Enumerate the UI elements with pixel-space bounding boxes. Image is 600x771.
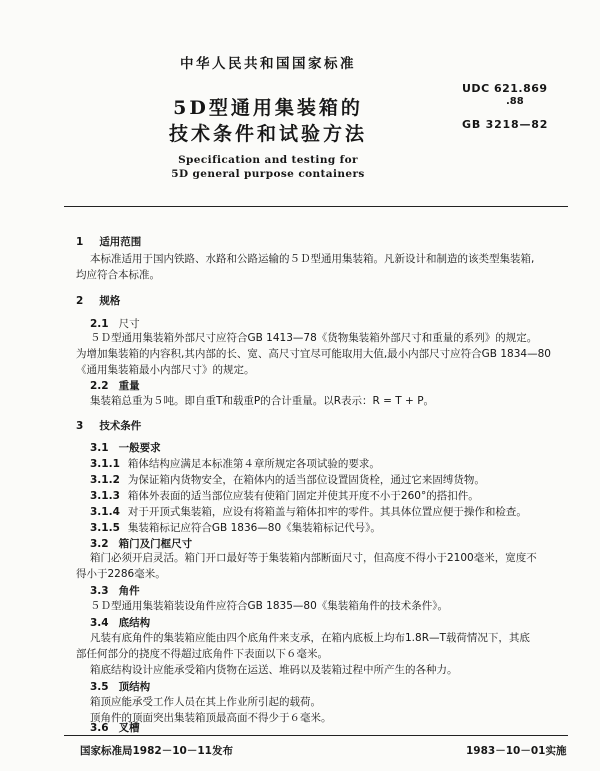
section-number: 1 — [76, 236, 84, 248]
s1-paragraph-line-1: 本标准适用于国内铁路、水路和公路运输的５Ｄ型通用集装箱。凡新设计和制造的该类型集装箱, — [90, 253, 535, 265]
clause-number: 3.1.3 — [90, 490, 120, 502]
clause-title: 底结构 — [118, 617, 151, 629]
udc-subcode: .88 — [506, 96, 524, 107]
udc-code: UDC 621.869 — [462, 82, 548, 95]
s3-2-line-2: 得小于2286毫米。 — [76, 568, 166, 580]
s3-5-line-2: 顶角件的顶面突出集装箱顶最高面不得少于６毫米。 — [90, 712, 332, 724]
title-line-1: 5D型通用集装箱的 — [173, 97, 363, 119]
s3-5-line-1: 箱顶应能承受工作人员在其上作业所引起的载荷。 — [90, 696, 321, 708]
section-2-heading — [76, 293, 120, 308]
clause-text: 箱体结构应满足本标准第４章所规定各项试验的要求。 — [127, 458, 380, 470]
section-1-heading — [76, 234, 141, 249]
clause-number: 3.1 — [90, 442, 109, 454]
s3-1-4-item — [90, 504, 527, 519]
issue-date: 国家标准局1982－10－11发布 — [80, 745, 233, 757]
s1-paragraph-line-2: 均应符合本标准。 — [76, 269, 160, 281]
clause-number: 2.1 — [90, 318, 109, 330]
effective-date: 1983－10－01实施 — [466, 745, 567, 757]
clause-number: 3.1.1 — [90, 458, 120, 470]
clause-text: 集装箱标记应符合GB 1836—80《集装箱标记代号》。 — [127, 522, 381, 534]
clause-number: 3.1.2 — [90, 474, 120, 486]
gb-standard-number: GB 3218—82 — [462, 118, 549, 131]
section-number: 3 — [76, 420, 84, 432]
clause-title: 尺寸 — [118, 318, 140, 330]
s2-1-heading — [90, 316, 140, 331]
section-number: 2 — [76, 295, 84, 307]
section-title: 技术条件 — [99, 420, 142, 432]
s3-1-2-item — [90, 472, 485, 487]
s2-1-line-1: ５Ｄ型通用集装箱外部尺寸应符合GB 1413—78《货物集装箱外部尺寸和重量的系列》的规定。 — [90, 332, 538, 344]
s3-3-heading — [90, 583, 140, 598]
s3-4-line-3: 箱底结构设计应能承受箱内货物在运送、堆码以及装箱过程中所产生的各种力。 — [90, 664, 458, 676]
title-line-2: 技术条件和试验方法 — [168, 123, 367, 145]
s2-2-line-1: 集装箱总重为５吨。即自重T和载重P的合计重量。以R表示：R = T + P。 — [90, 395, 435, 407]
clause-number: 3.2 — [90, 538, 109, 550]
s2-1-line-2: 为增加集装箱的内容积,其内部的长、宽、高尺寸宜尽可能取用大值,最小内部尺寸应符合GB 1834—80 — [76, 348, 551, 360]
clause-title: 叉槽 — [118, 722, 140, 734]
s3-4-line-2: 部任何部分的挠度不得超过底角件下表面以下６毫米。 — [76, 648, 328, 660]
agency-heading: 中华人民共和国国家标准 — [180, 56, 356, 72]
s3-1-heading — [90, 440, 161, 455]
clause-number: 3.4 — [90, 617, 109, 629]
section-3-heading — [76, 418, 141, 433]
clause-text: 箱体外表面的适当部位应装有使箱门固定并使其开度不小于260°的搭扣件。 — [127, 490, 479, 502]
section-title: 适用范围 — [99, 236, 142, 248]
s3-4-line-1: 凡装有底角件的集装箱应能由四个底角件来支承，在箱内底板上均布1.8R—T载荷情况下，其底 — [90, 632, 530, 644]
s3-5-heading — [90, 679, 150, 694]
s3-3-line-1: ５Ｄ型通用集装箱装设角件应符合GB 1835—80《集装箱角件的技术条件》。 — [90, 600, 449, 612]
top-rule — [64, 206, 568, 207]
s3-1-3-item — [90, 488, 479, 503]
clause-number: 2.2 — [90, 380, 109, 392]
s2-2-heading — [90, 378, 140, 393]
clause-number: 3.3 — [90, 585, 109, 597]
section-title: 规格 — [99, 295, 121, 307]
clause-number: 3.6 — [90, 722, 109, 734]
clause-title: 顶结构 — [118, 681, 151, 693]
s3-4-heading — [90, 615, 150, 630]
clause-number: 3.5 — [90, 681, 109, 693]
clause-title: 箱门及门框尺寸 — [118, 538, 193, 550]
english-title-line-2: 5D general purpose containers — [171, 168, 365, 180]
s3-1-1-item — [90, 456, 380, 471]
s3-1-5-item — [90, 520, 381, 535]
clause-number: 3.1.4 — [90, 506, 120, 518]
s2-1-line-3: 《通用集装箱最小内部尺寸》的规定。 — [76, 364, 255, 376]
clause-text: 为保证箱内货物安全，在箱体内的适当部位设置固货栓，通过它来固缚货物。 — [127, 474, 485, 486]
s3-6-heading-text — [90, 720, 140, 735]
clause-title: 角件 — [118, 585, 140, 597]
clause-title: 一般要求 — [118, 442, 161, 454]
bottom-rule — [64, 735, 568, 736]
s3-2-heading — [90, 536, 192, 551]
clause-number: 3.1.5 — [90, 522, 120, 534]
s3-2-line-1: 箱门必须开启灵活。箱门开口最好等于集装箱内部断面尺寸，但高度不得小于2100毫米，宽度不 — [90, 552, 537, 564]
clause-text: 对于开顶式集装箱，应设有将箱盖与箱体扣牢的零件。其具体位置应便于操作和检查。 — [127, 506, 527, 518]
clause-title: 重量 — [118, 380, 140, 392]
english-title-line-1: Specification and testing for — [178, 154, 358, 166]
